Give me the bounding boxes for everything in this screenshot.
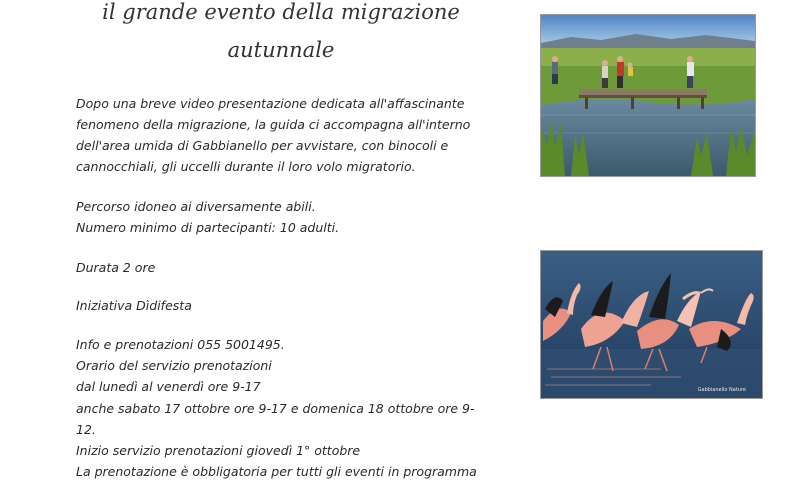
wetland-boardwalk-illustration [541, 15, 755, 176]
booking-hours-weekdays: dal lunedì al venerdì ore 9-17 [76, 379, 261, 394]
booking-mandatory-line: La prenotazione è obbligatoria per tutti gli eventi in programma [76, 464, 477, 479]
flamingos-photo [540, 250, 763, 399]
page-title-line-1: il grande evento della migrazione [102, 0, 460, 24]
access-line: Percorso idoneo ai diversamente abili. [76, 199, 316, 214]
page-title-line-2: autunnale [227, 38, 335, 62]
intro-line: cannocchiali, gli uccelli durante il loro volo migratorio. [76, 159, 416, 174]
booking-start-line: Inizio servizio prenotazioni giovedì 1° ottobre [76, 443, 361, 458]
wetland-boardwalk-photo [540, 14, 756, 177]
initiative-text: Iniziativa Dìdifesta [76, 298, 192, 313]
min-participants-line: Numero minimo di partecipanti: 10 adulti. [76, 220, 340, 235]
flamingos-illustration [541, 251, 762, 398]
booking-hours-weekend: anche sabato 17 ottobre ore 9-17 e domenica 18 ottobre ore 9- [76, 401, 475, 416]
duration-text: Durata 2 ore [76, 260, 156, 275]
booking-hours-title: Orario del servizio prenotazioni [76, 358, 272, 373]
booking-info-line: Info e prenotazioni 055 5001495. [76, 337, 285, 352]
booking-hours-weekend-end: 12. [76, 422, 96, 437]
intro-line: Dopo una breve video presentazione dedicata all'affascinante [76, 96, 465, 111]
photo-credit: Gabbianello Nature [697, 387, 746, 393]
intro-line: fenomeno della migrazione, la guida ci accompagna all'interno [76, 117, 471, 132]
intro-line: dell'area umida di Gabbianello per avvistare, con binocoli e [76, 138, 449, 153]
